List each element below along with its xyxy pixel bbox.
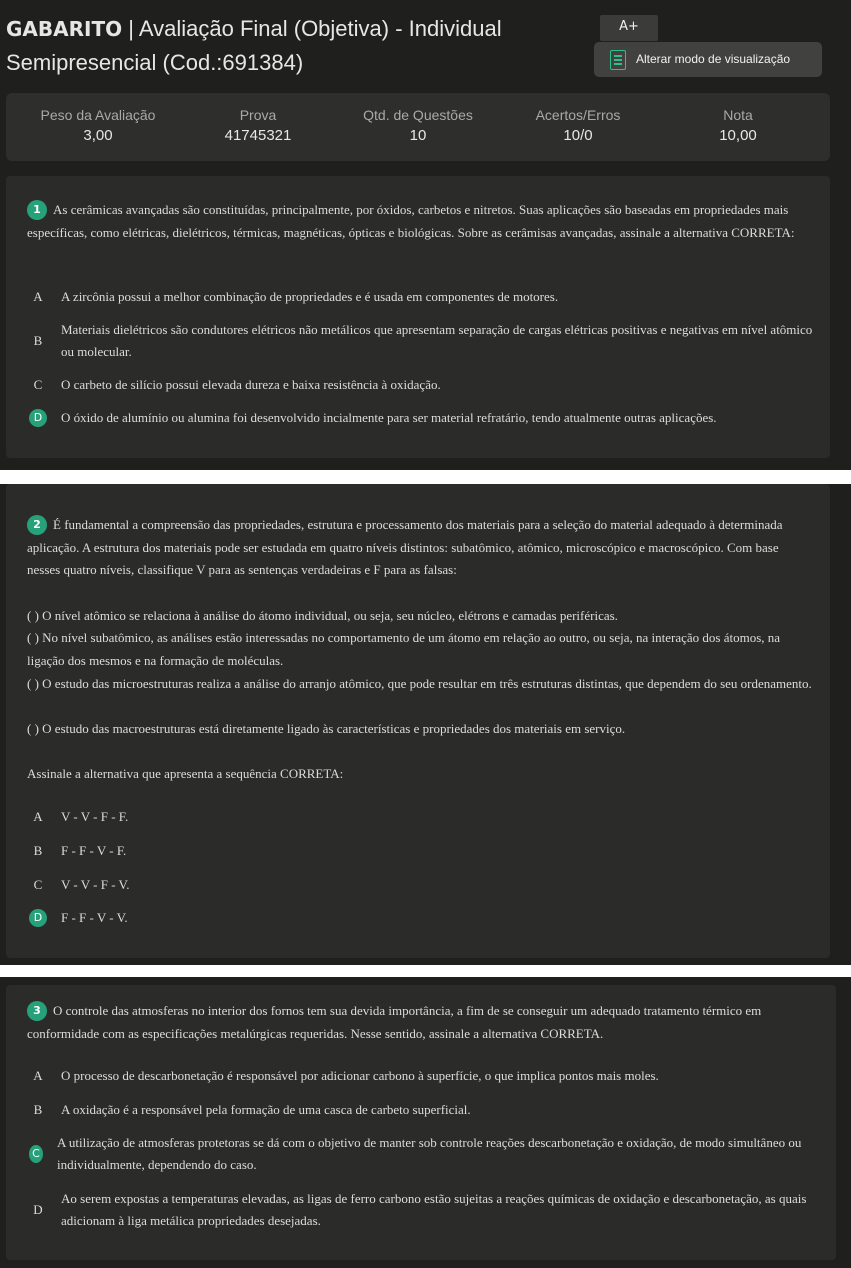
correct-answer-badge: C <box>29 1145 43 1163</box>
option-c-correct[interactable]: C A utilização de atmosferas protetoras se dá com o objetivo de manter sob controle reações descarbonetação e oxidação, de modo simultâneo ou individualmente, dependendo do caso. <box>27 1132 820 1176</box>
question-number-badge: 3 <box>27 1001 47 1021</box>
page-title: GABARITO | Avaliação Final (Objetiva) - Individual Semipresencial (Cod.:691384) <box>6 16 502 75</box>
stat-weight: Peso da Avaliação 3,00 <box>40 107 156 144</box>
option-b[interactable]: B Materiais dielétricos são condutores elétricos não metálicos que apresentam separação de cargas elétricas positivas e negativas em nível atômico ou molecular. <box>33 322 813 359</box>
stat-questions: Qtd. de Questões 10 <box>363 107 473 144</box>
correct-answer-badge: D <box>29 909 47 927</box>
question-text: 2 É fundamental a compreensão das propriedades, estrutura e processamento dos materiais para a seleção do material adequado à determinada aplicação. A estrutura dos materiais pode ser estudada em quatro níveis distintos: subatômico, atômico, microscópico e macroscópico. Com base nesses quatro níveis, classifique V para as sentenças verdadeiras e F para as falsas: <box>27 517 783 577</box>
document-icon <box>610 50 626 70</box>
stat-grade: Nota 10,00 <box>719 107 757 144</box>
question-card-3 <box>6 985 836 1260</box>
option-a[interactable]: A V - V - F - F. <box>33 809 129 824</box>
statement-2: ( ) No nível subatômico, as análises estão interessadas no comportamento de um átomo em relação ao outro, ou seja, na interação dos átomos, na ligação dos mesmos e na formação de moléculas. <box>27 630 781 668</box>
font-size-button[interactable]: A+ <box>600 15 658 41</box>
question-card-2 <box>6 484 830 958</box>
header-area <box>0 0 851 470</box>
view-mode-button[interactable] <box>594 42 822 77</box>
option-d-correct[interactable]: D F - F - V - V. <box>27 907 814 929</box>
option-b[interactable]: B F - F - V - F. <box>33 843 127 858</box>
option-d[interactable]: D Ao serem expostas a temperaturas elevadas, as ligas de ferro carbono estão sujeitas a reações químicas de oxidação e descarbonetação, as quais adicionam à liga metálica propriedades desejadas. <box>33 1191 807 1228</box>
option-c[interactable]: C V - V - F - V. <box>33 877 130 892</box>
question-text: 3 O controle das atmosferas no interior dos fornos tem sua devida importância, a fim de se conseguir um adequado tratamento térmico em conformidade com as especificações metalúrgicas requeridas. Nesse sentido, assinale a alternativa CORRETA. <box>27 1003 762 1041</box>
question-number-badge: 2 <box>27 515 47 535</box>
statement-1: ( ) O nível atômico se relaciona à análise do átomo individual, ou seja, seu núcleo, elétrons e camadas periféricas. <box>27 608 618 623</box>
stat-exam: Prova 41745321 <box>224 107 292 144</box>
stat-hits-misses: Acertos/Erros 10/0 <box>535 107 621 144</box>
question-text: 1 As cerâmicas avançadas são constituídas, principalmente, por óxidos, carbetos e nitretos. Suas aplicações são baseadas em propriedades mais específicas, como elétricas, dielétricos, térmicas, magnéticas, ópticas e biológicas. Sobre as cerâmisas avançadas, assinale a alternativa CORRETA: <box>27 202 795 240</box>
question-prompt: Assinale a alternativa que apresenta a sequência CORRETA: <box>27 766 344 781</box>
option-a[interactable]: A A zircônia possui a melhor combinação de propriedades e é usada em componentes de motores. <box>33 289 559 304</box>
question-number-badge: 1 <box>27 200 47 220</box>
option-b[interactable]: B A oxidação é a responsável pela formação de uma casca de carbeto superficial. <box>33 1102 471 1117</box>
view-mode-label: Alterar modo de visualização <box>636 52 791 66</box>
question-card-1 <box>6 176 830 458</box>
stats-panel <box>6 93 830 161</box>
correct-answer-badge: D <box>29 409 47 427</box>
option-a[interactable]: A O processo de descarbonetação é responsável por adicionar carbono à superfície, o que implica pontos mais moles. <box>33 1068 659 1083</box>
statement-3: ( ) O estudo das microestruturas realiza a análise do arranjo atômico, que pode resultar em três estruturas distintas, que dependem do seu ordenamento. <box>27 676 812 691</box>
option-c[interactable]: C O carbeto de silício possui elevada dureza e baixa resistência à oxidação. <box>33 377 441 392</box>
statement-4: ( ) O estudo das macroestruturas está diretamente ligado às características e propriedades dos materiais em serviço. <box>27 721 626 736</box>
option-d-correct[interactable]: D O óxido de alumínio ou alumina foi desenvolvido incialmente para ser material refratário, tendo atualmente outras aplicações. <box>27 407 814 429</box>
